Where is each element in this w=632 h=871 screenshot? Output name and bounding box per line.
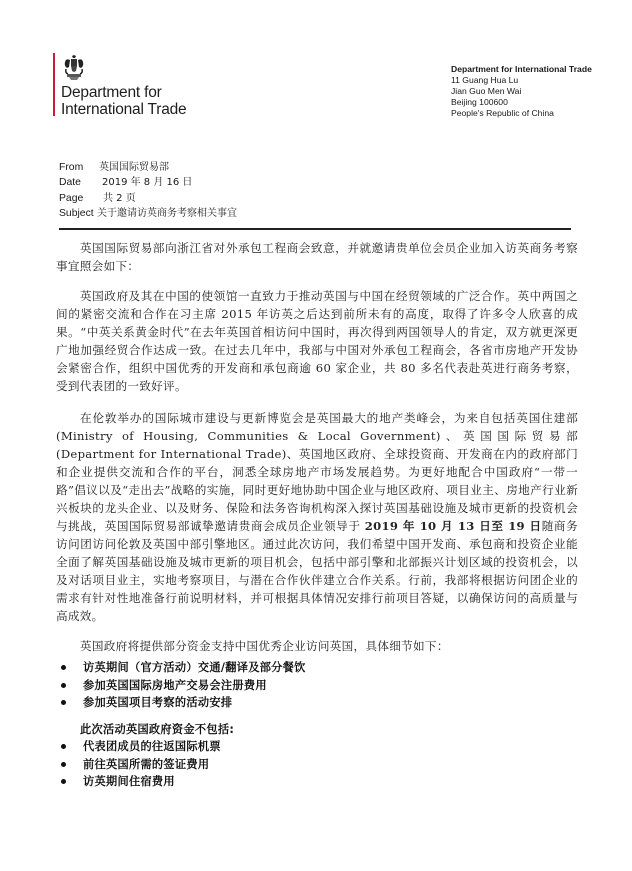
- excluded-heading: 此次活动英国政府资金不包括:: [80, 722, 235, 736]
- paragraph-intro: 英国国际贸易部向浙江省对外承包工程商会致意，并就邀请贵单位会员企业加入访英商务考察事宜照会如下：: [56, 241, 578, 273]
- department-logo-text: [61, 84, 186, 118]
- bullet-icon: [61, 665, 66, 670]
- address-line-4: People's Republic of China: [451, 108, 554, 118]
- paragraph-background: 英国政府及其在中国的使领馆一直致力于推动英国与中国在经贸领域的广泛合作。英中两国之间的紧密交流和合作在习主席 2015 年访英之后达到前所未有的高度，取得了许多令人欣喜的成果。“中英关系黄金时代”在去年英国首相访问中国时，再次得到两国领导人的肯定，双方就更深更广地加强经贸合作达成一致。在过去几年中，我部与中国对外承包工程商会，各省市房地产开发协会紧密合作，组织中国优秀的开发商和承包商逾 60 家企业，共 80 多名代表赴英进行商务考察，受到代表团的一致好评。: [56, 289, 578, 393]
- invitation-text-start: 在伦敦举办的国际城市建设与更新博览会是英国最大的地产类峰会，为来自包括英国住建部(Ministry of Housing, Communities & Local Government)、英国国际贸易部 (Department for International Trade)、英国地区政府、全球投资商、开发商在内的政府部门和企业提供交流和合作的平台，洞悉全球房地产市场发展趋势。为更好地配合中国政府“一带一路”倡议以及“走出去”战略的实施，同时更好地协助中国企业与地区政府、项目业主、房地产行业新兴板块的龙头企业、以及财务、保险和法务咨询机构深入探讨英国基础设施及城市更新的投资机会与挑战，英国国际贸易部诚挚邀请贵商会成员企业领导于: [56, 411, 578, 533]
- page-value: 共 2 页: [103, 192, 136, 204]
- from-value: 英国国际贸易部: [99, 162, 169, 173]
- memo-header: [59, 160, 237, 221]
- date-value: 2019 年 8 月 16 日: [102, 177, 193, 189]
- included-item-text: 访英期间（官方活动）交通/翻译及部分餐饮: [83, 661, 306, 674]
- meta-subject-row: [59, 206, 237, 221]
- list-item: [56, 756, 578, 774]
- subject-label: Subject: [59, 207, 94, 219]
- list-item: [56, 694, 578, 712]
- bullet-icon: [61, 744, 66, 749]
- bullet-icon: [61, 683, 66, 688]
- date-label: Date: [59, 177, 81, 189]
- page-label: Page: [59, 192, 84, 204]
- address-line-1: 11 Guang Hua Lu: [451, 75, 519, 85]
- from-label: From: [59, 162, 84, 173]
- excluded-item-text: 代表团成员的往返国际机票: [83, 740, 221, 753]
- royal-coat-of-arms-icon: [62, 55, 86, 81]
- excluded-items-list: [56, 738, 578, 791]
- logo-line-1: Department for: [61, 84, 162, 101]
- logo-line-2: International Trade: [61, 101, 187, 118]
- invitation-text-end: 随商务访问团访问伦敦及英国中部引擎地区。通过此次访问，我们希望中国开发商、承包商和投资企业能全面了解英国基础设施及城市更新的项目机会，包括中部引擎和北部振兴计划区域的投资机会，以及对话项目业主，实地考察项目，与潜在合作伙伴建立合作关系。行前，我部将根据访问团企业的需求有针对性地准备行前说明材料，并可根据具体情况安排行前项目答疑，以确保访问的高质量与高成效。: [56, 519, 578, 623]
- list-item: [56, 738, 578, 756]
- header-divider: [59, 228, 571, 230]
- included-item-text: 参加英国国际房地产交易会注册费用: [83, 678, 267, 692]
- list-item: [56, 677, 578, 695]
- excluded-item-text: 访英期间住宿费用: [83, 775, 175, 788]
- meta-from-row: [59, 160, 237, 175]
- visit-dates: 2019 年 10 月 13 日至 19 日: [364, 519, 542, 533]
- letter-body: [56, 239, 578, 791]
- address-line-3: Beijing 100600: [451, 97, 508, 107]
- subject-value: 关于邀请访英商务考察相关事宜: [97, 207, 237, 219]
- bullet-icon: [61, 700, 66, 705]
- paragraph-funding: 英国政府将提供部分资金支持中国优秀企业访问英国，具体细节如下：: [80, 639, 449, 653]
- bullet-icon: [61, 762, 66, 767]
- list-item: [56, 773, 578, 791]
- meta-date-row: [59, 175, 237, 190]
- included-items-list: [56, 659, 578, 712]
- included-item-text: 参加英国项目考察的活动安排: [83, 696, 233, 709]
- meta-page-row: [59, 191, 237, 206]
- address-line-2: Jian Guo Men Wai: [451, 86, 522, 96]
- paragraph-invitation: [56, 409, 578, 625]
- brand-accent-bar: [53, 53, 55, 116]
- sender-address: [451, 64, 592, 119]
- excluded-item-text: 前往英国所需的签证费用: [83, 757, 210, 771]
- list-item: [56, 659, 578, 677]
- address-organization: Department for International Trade: [451, 64, 592, 74]
- bullet-icon: [61, 779, 66, 784]
